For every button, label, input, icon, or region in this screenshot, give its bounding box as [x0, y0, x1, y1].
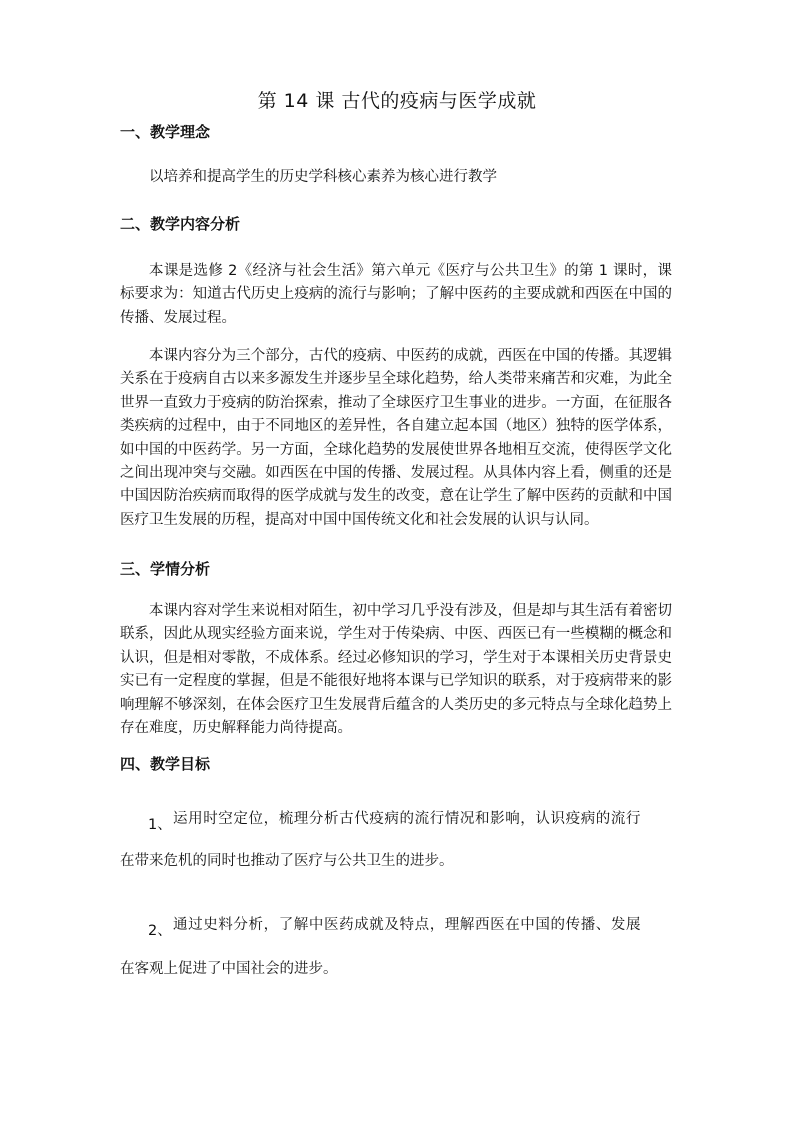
section-heading-teaching-philosophy: 一、教学理念: [120, 123, 211, 141]
lesson-title: 第 14 课 古代的疫病与医学成就: [257, 90, 537, 112]
objective-text-line: 在带来危机的同时也推动了医疗与公共卫生的进步。: [120, 853, 454, 869]
content-analysis-paragraph-2: 本课内容分为三个部分，古代的疫病、中医药的成就，西医在中国的传播。其逻辑关系在于疫病自古以来多源发生并逐步呈全球化趋势，给人类带来痛苦和灾难，为此全世界一直致力于疫病的防治探索，推动了全球医疗卫生事业的进步。一方面，在征服各类疾病的过程中，由于不同地区的差异性，各自建立起本国（地区）独特的医学体系，如中国的中医药学。另一方面，全球化趋势的发展使世界各地相互交流，使得医学文化之间出现冲突与交融。如西医在中国的传播、发展过程。从具体内容上看，侧重的还是中国因防治疾病而取得的医学成就与发生的改变，意在让学生了解中医药的贡献和中国医疗卫生发展的历程，提高对中国中国传统文化和社会发展的认识与认同。: [120, 348, 672, 528]
objective-number: 1、: [148, 817, 172, 833]
objective-text-line: 运用时空定位，梳理分析古代疫病的流行情况和影响，认识疫病的流行: [173, 811, 642, 827]
teaching-philosophy-paragraph: 以培养和提高学生的历史学科核心素养为核心进行教学: [149, 169, 497, 185]
section-heading-student-analysis: 三、学情分析: [120, 560, 211, 578]
objective-text-line: 在客观上促进了中国社会的进步。: [120, 961, 338, 977]
content-analysis-paragraph-1: 本课是选修 2《经济与社会生活》第六单元《医疗与公共卫生》的第 1 课时，课标要求为：知道古代历史上疫病的流行与影响；了解中医药的主要成就和西医在中国的传播、发展过程。: [120, 263, 672, 326]
objective-text-line: 通过史料分析，了解中医药成就及特点，理解西医在中国的传播、发展: [173, 917, 642, 933]
student-analysis-paragraph: 本课内容对学生来说相对陌生，初中学习几乎没有涉及，但是却与其生活有着密切联系，因此从现实经验方面来说，学生对于传染病、中医、西医已有一些模糊的概念和认识，但是相对零散，不成体系。经过必修知识的学习，学生对于本课相关历史背景史实已有一定程度的掌握，但是不能很好地将本课与已学知识的联系，对于疫病带来的影响理解不够深刻，在体会医疗卫生发展背后蕴含的人类历史的多元特点与全球化趋势上存在难度，历史解释能力尚待提高。: [120, 603, 672, 737]
section-heading-content-analysis: 二、教学内容分析: [120, 215, 241, 233]
section-heading-teaching-objectives: 四、教学目标: [120, 755, 211, 773]
objective-number: 2、: [148, 923, 172, 939]
